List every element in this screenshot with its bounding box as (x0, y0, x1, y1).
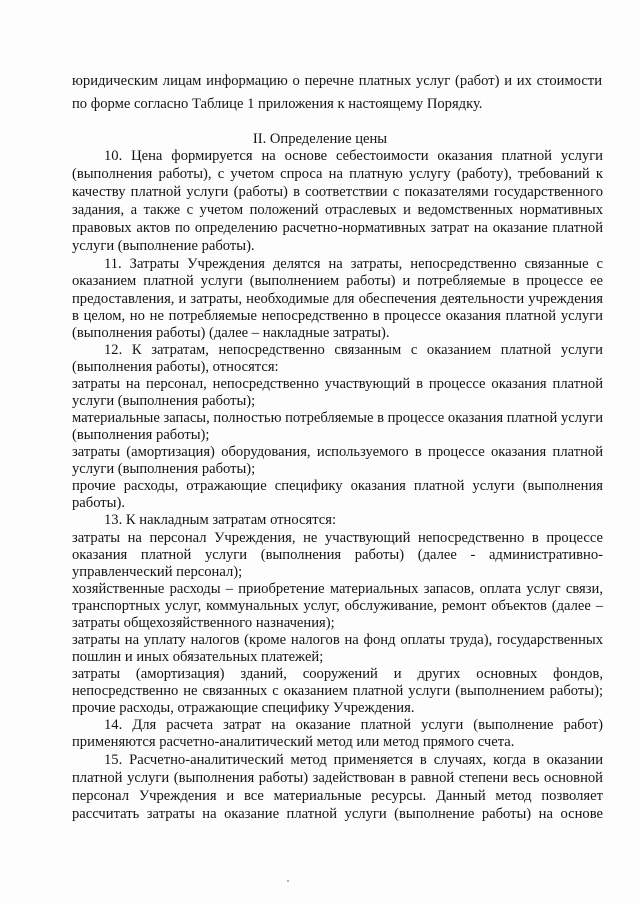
text-line: 10. Цена формируется на основе себестоимости оказания платной услуги (104, 148, 603, 164)
text-line: прочие расходы, отражающие специфику Учреждения. (72, 700, 415, 716)
text-line: затраты (амортизация) оборудования, используемого в процессе оказания платной (72, 444, 603, 460)
text-line: (выполнения работы), относятся: (72, 359, 279, 375)
text-line: качеству платной услуги (работы) в соответствии с показателями государственного (72, 184, 603, 200)
section-title: II. Определение цены (252, 131, 388, 147)
text-line: (выполнения работы), с учетом спроса на платную услугу (работу), требований к (72, 166, 603, 182)
text-line: оказания платной услуги (выполнения работы) (далее - административно- (72, 547, 603, 563)
text-line: применяются расчетно-аналитический метод или метод прямого счета. (72, 734, 515, 750)
text-line: затраты на персонал, непосредственно участвующий в процессе оказания платной (72, 376, 603, 392)
text-line: затраты (амортизация) зданий, сооружений и других основных фондов, (72, 666, 603, 682)
text-line: правовых актов по определению расчетно-нормативных затрат на оказание платной (72, 220, 603, 236)
text-line: услуги (выполнения работы); (72, 461, 256, 477)
text-line: платной услуги (выполнения работы) задействован в равной степени весь основной (72, 770, 603, 786)
text-line: (выполнения работы); (72, 427, 210, 443)
text-line: рассчитать затраты на оказание платной услуги (выполнение работы) на основе (72, 806, 603, 822)
text-line: (выполнения работы) (далее – накладные затраты). (72, 325, 390, 341)
text-line: материальные запасы, полностью потребляемые в процессе оказания платной услуги (72, 410, 604, 426)
text-line: непосредственно не связанных с оказанием платной услуги (выполнением работы); (72, 683, 603, 699)
text-line: работы). (72, 495, 125, 511)
text-line: хозяйственные расходы – приобретение материальных запасов, оплата услуг связи, (72, 581, 603, 597)
text-line: затраты на уплату налогов (кроме налогов на фонд оплаты труда), государственных (72, 632, 603, 648)
text-line: управленческий персонал); (72, 564, 243, 580)
text-line: затраты общехозяйственного назначения); (72, 615, 335, 631)
text-line: пошлин и иных обязательных платежей; (72, 649, 324, 665)
scan-speck (287, 880, 289, 882)
text-line: предоставления, и затраты, необходимые для обеспечения деятельности учреждения (72, 291, 603, 307)
text-line: 14. Для расчета затрат на оказание платной услуги (выполнение работ) (104, 717, 603, 733)
text-line: оказанием платной услуги (выполнением работы) и потребляемые в процессе ее (72, 273, 603, 289)
text-line: персонал Учреждения и все материальные ресурсы. Данный метод позволяет (72, 788, 603, 804)
text-line: транспортных услуг, коммунальных услуг, обслуживание, ремонт объектов (далее – (72, 598, 603, 614)
text-line: в целом, но не потребляемые непосредственно в процессе оказания платной услуги (72, 308, 603, 324)
text-line: 13. К накладным затратам относятся: (104, 512, 337, 528)
text-line: затраты на персонал Учреждения, не участвующий непосредственно в процессе (72, 530, 603, 546)
text-line: 11. Затраты Учреждения делятся на затраты, непосредственно связанные с (104, 256, 603, 272)
text-line: услуги (выполнения работы); (72, 393, 256, 409)
text-line: юридическим лицам информацию о перечне платных услуг (работ) и их стоимости (72, 73, 602, 89)
text-line: услуги (выполнение работы). (72, 238, 255, 254)
text-line: задания, а также с учетом положений отраслевых и ведомственных нормативных (72, 202, 603, 218)
text-line: 12. К затратам, непосредственно связанным с оказанием платной услуги (104, 342, 603, 358)
text-line: прочие расходы, отражающие специфику оказания платной услуги (выполнения (72, 478, 603, 494)
text-line: по форме согласно Таблице 1 приложения к настоящему Порядку. (72, 96, 483, 112)
text-line: 15. Расчетно-аналитический метод применяется в случаях, когда в оказании (104, 752, 603, 768)
